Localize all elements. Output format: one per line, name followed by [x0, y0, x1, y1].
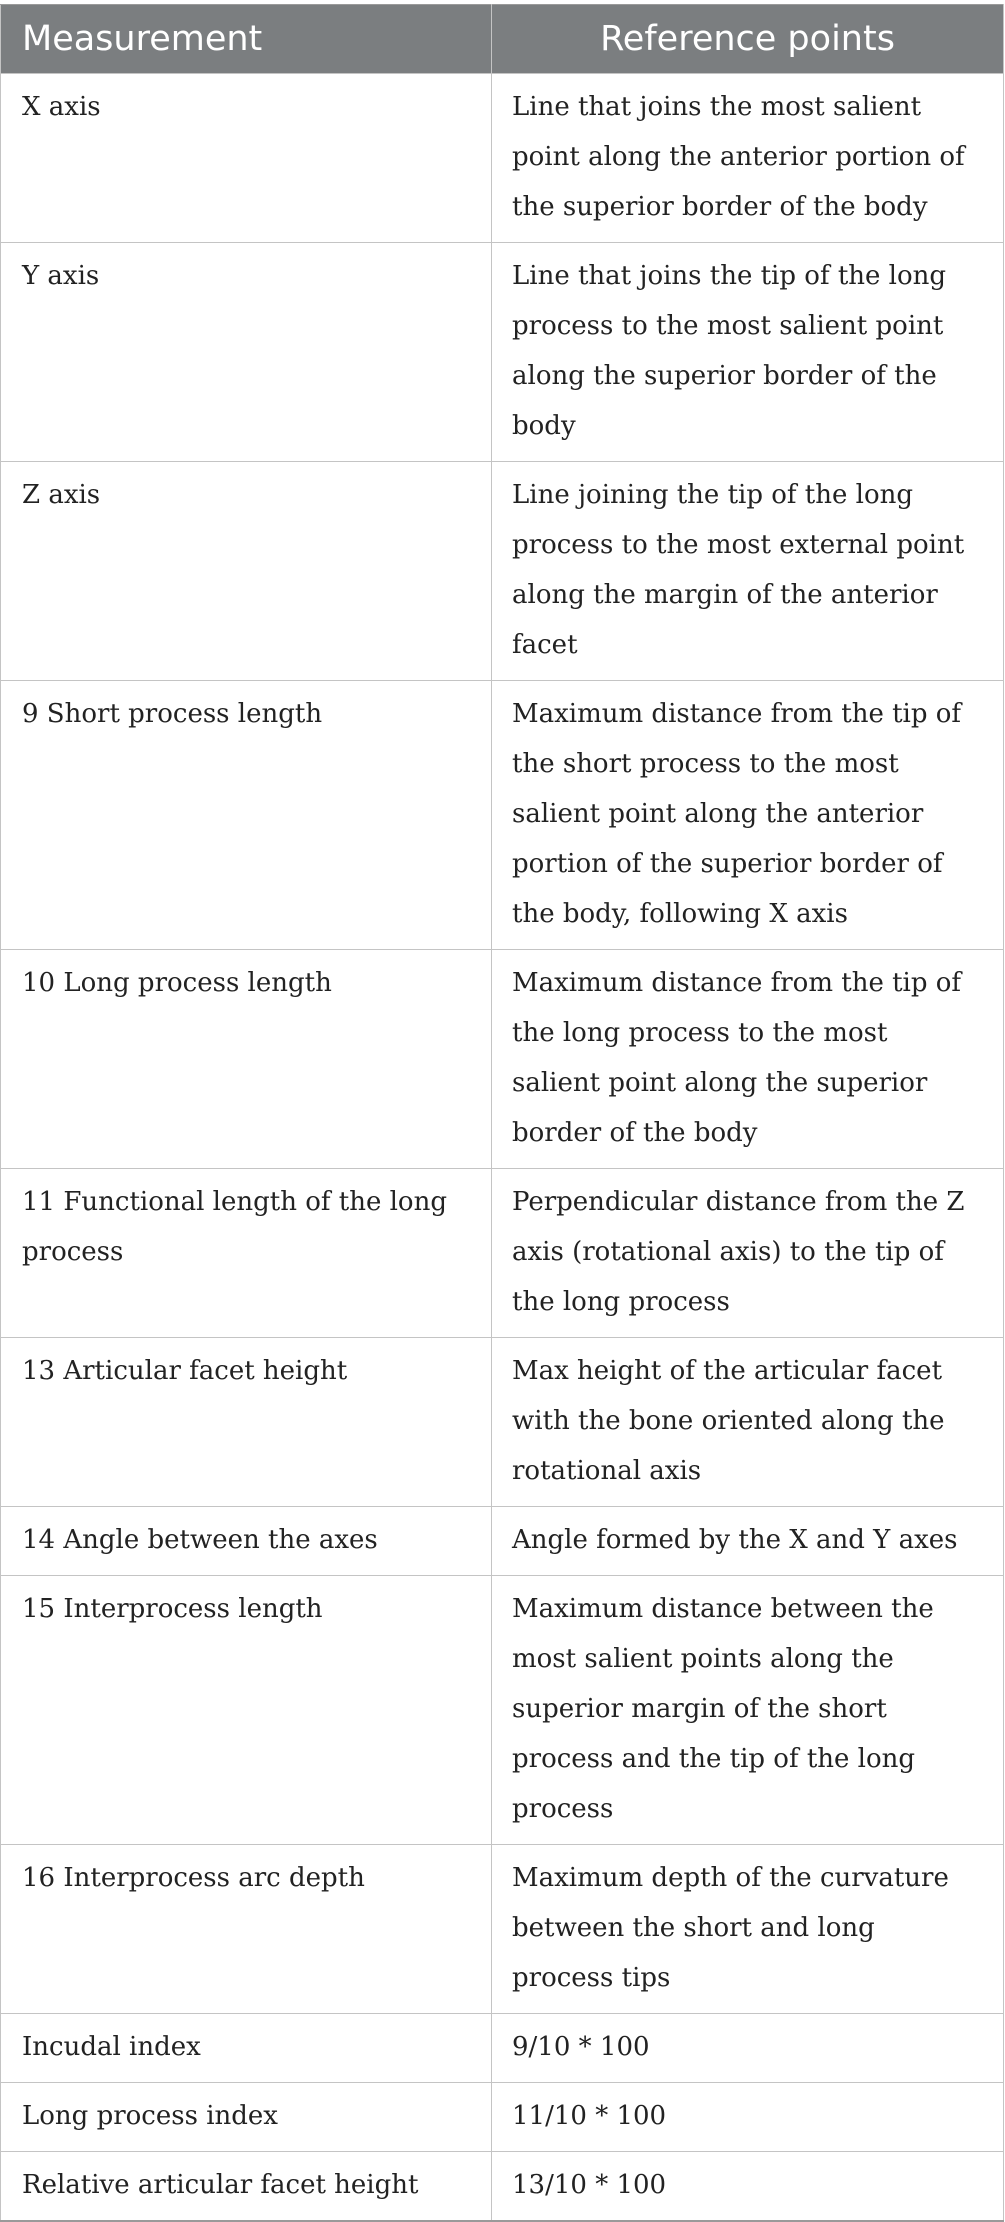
measurement-cell: Relative articular facet height [1, 2152, 492, 2222]
table-row [1, 1507, 1004, 1576]
reference-cell: Angle formed by the X and Y axes [492, 1507, 1004, 1576]
table-row [1, 1576, 1004, 1845]
measurement-cell: 9 Short process length [1, 681, 492, 950]
header-reference-points: Reference points [492, 5, 1004, 74]
measurement-cell: Y axis [1, 243, 492, 462]
measurement-cell: 14 Angle between the axes [1, 1507, 492, 1576]
reference-cell: 9/10 * 100 [492, 2014, 1004, 2083]
reference-cell: Max height of the articular facet with the bone oriented along the rotational axis [492, 1338, 1004, 1507]
measurements-table [0, 4, 1004, 2222]
reference-cell: Line joining the tip of the long process to the most external point along the margin of the anterior facet [492, 462, 1004, 681]
table-row [1, 1845, 1004, 2014]
measurement-cell: 10 Long process length [1, 950, 492, 1169]
header-measurement: Measurement [1, 5, 492, 74]
measurement-cell: 13 Articular facet height [1, 1338, 492, 1507]
table-row [1, 2083, 1004, 2152]
measurement-cell: Z axis [1, 462, 492, 681]
reference-cell: 13/10 * 100 [492, 2152, 1004, 2222]
reference-cell: Line that joins the tip of the long process to the most salient point along the superior border of the body [492, 243, 1004, 462]
measurement-cell: 16 Interprocess arc depth [1, 1845, 492, 2014]
table-header [1, 5, 1004, 74]
reference-cell: Maximum distance from the tip of the short process to the most salient point along the anterior portion of the superior border of the body, following X axis [492, 681, 1004, 950]
table-row [1, 243, 1004, 462]
reference-cell: Maximum depth of the curvature between the short and long process tips [492, 1845, 1004, 2014]
reference-cell: Line that joins the most salient point along the anterior portion of the superior border of the body [492, 74, 1004, 243]
reference-cell: Maximum distance between the most salient points along the superior margin of the short process and the tip of the long process [492, 1576, 1004, 1845]
measurement-cell: 11 Functional length of the long process [1, 1169, 492, 1338]
table-row [1, 2152, 1004, 2222]
table-row [1, 681, 1004, 950]
table-body [1, 74, 1004, 2222]
table-row [1, 462, 1004, 681]
table-row [1, 74, 1004, 243]
reference-cell: Maximum distance from the tip of the long process to the most salient point along the superior border of the body [492, 950, 1004, 1169]
measurement-cell: X axis [1, 74, 492, 243]
measurements-table-container [0, 4, 1003, 2222]
header-row [1, 5, 1004, 74]
measurement-cell: Incudal index [1, 2014, 492, 2083]
reference-cell: 11/10 * 100 [492, 2083, 1004, 2152]
table-row [1, 1169, 1004, 1338]
reference-cell: Perpendicular distance from the Z axis (rotational axis) to the tip of the long process [492, 1169, 1004, 1338]
table-row [1, 2014, 1004, 2083]
measurement-cell: 15 Interprocess length [1, 1576, 492, 1845]
measurement-cell: Long process index [1, 2083, 492, 2152]
table-row [1, 1338, 1004, 1507]
table-row [1, 950, 1004, 1169]
